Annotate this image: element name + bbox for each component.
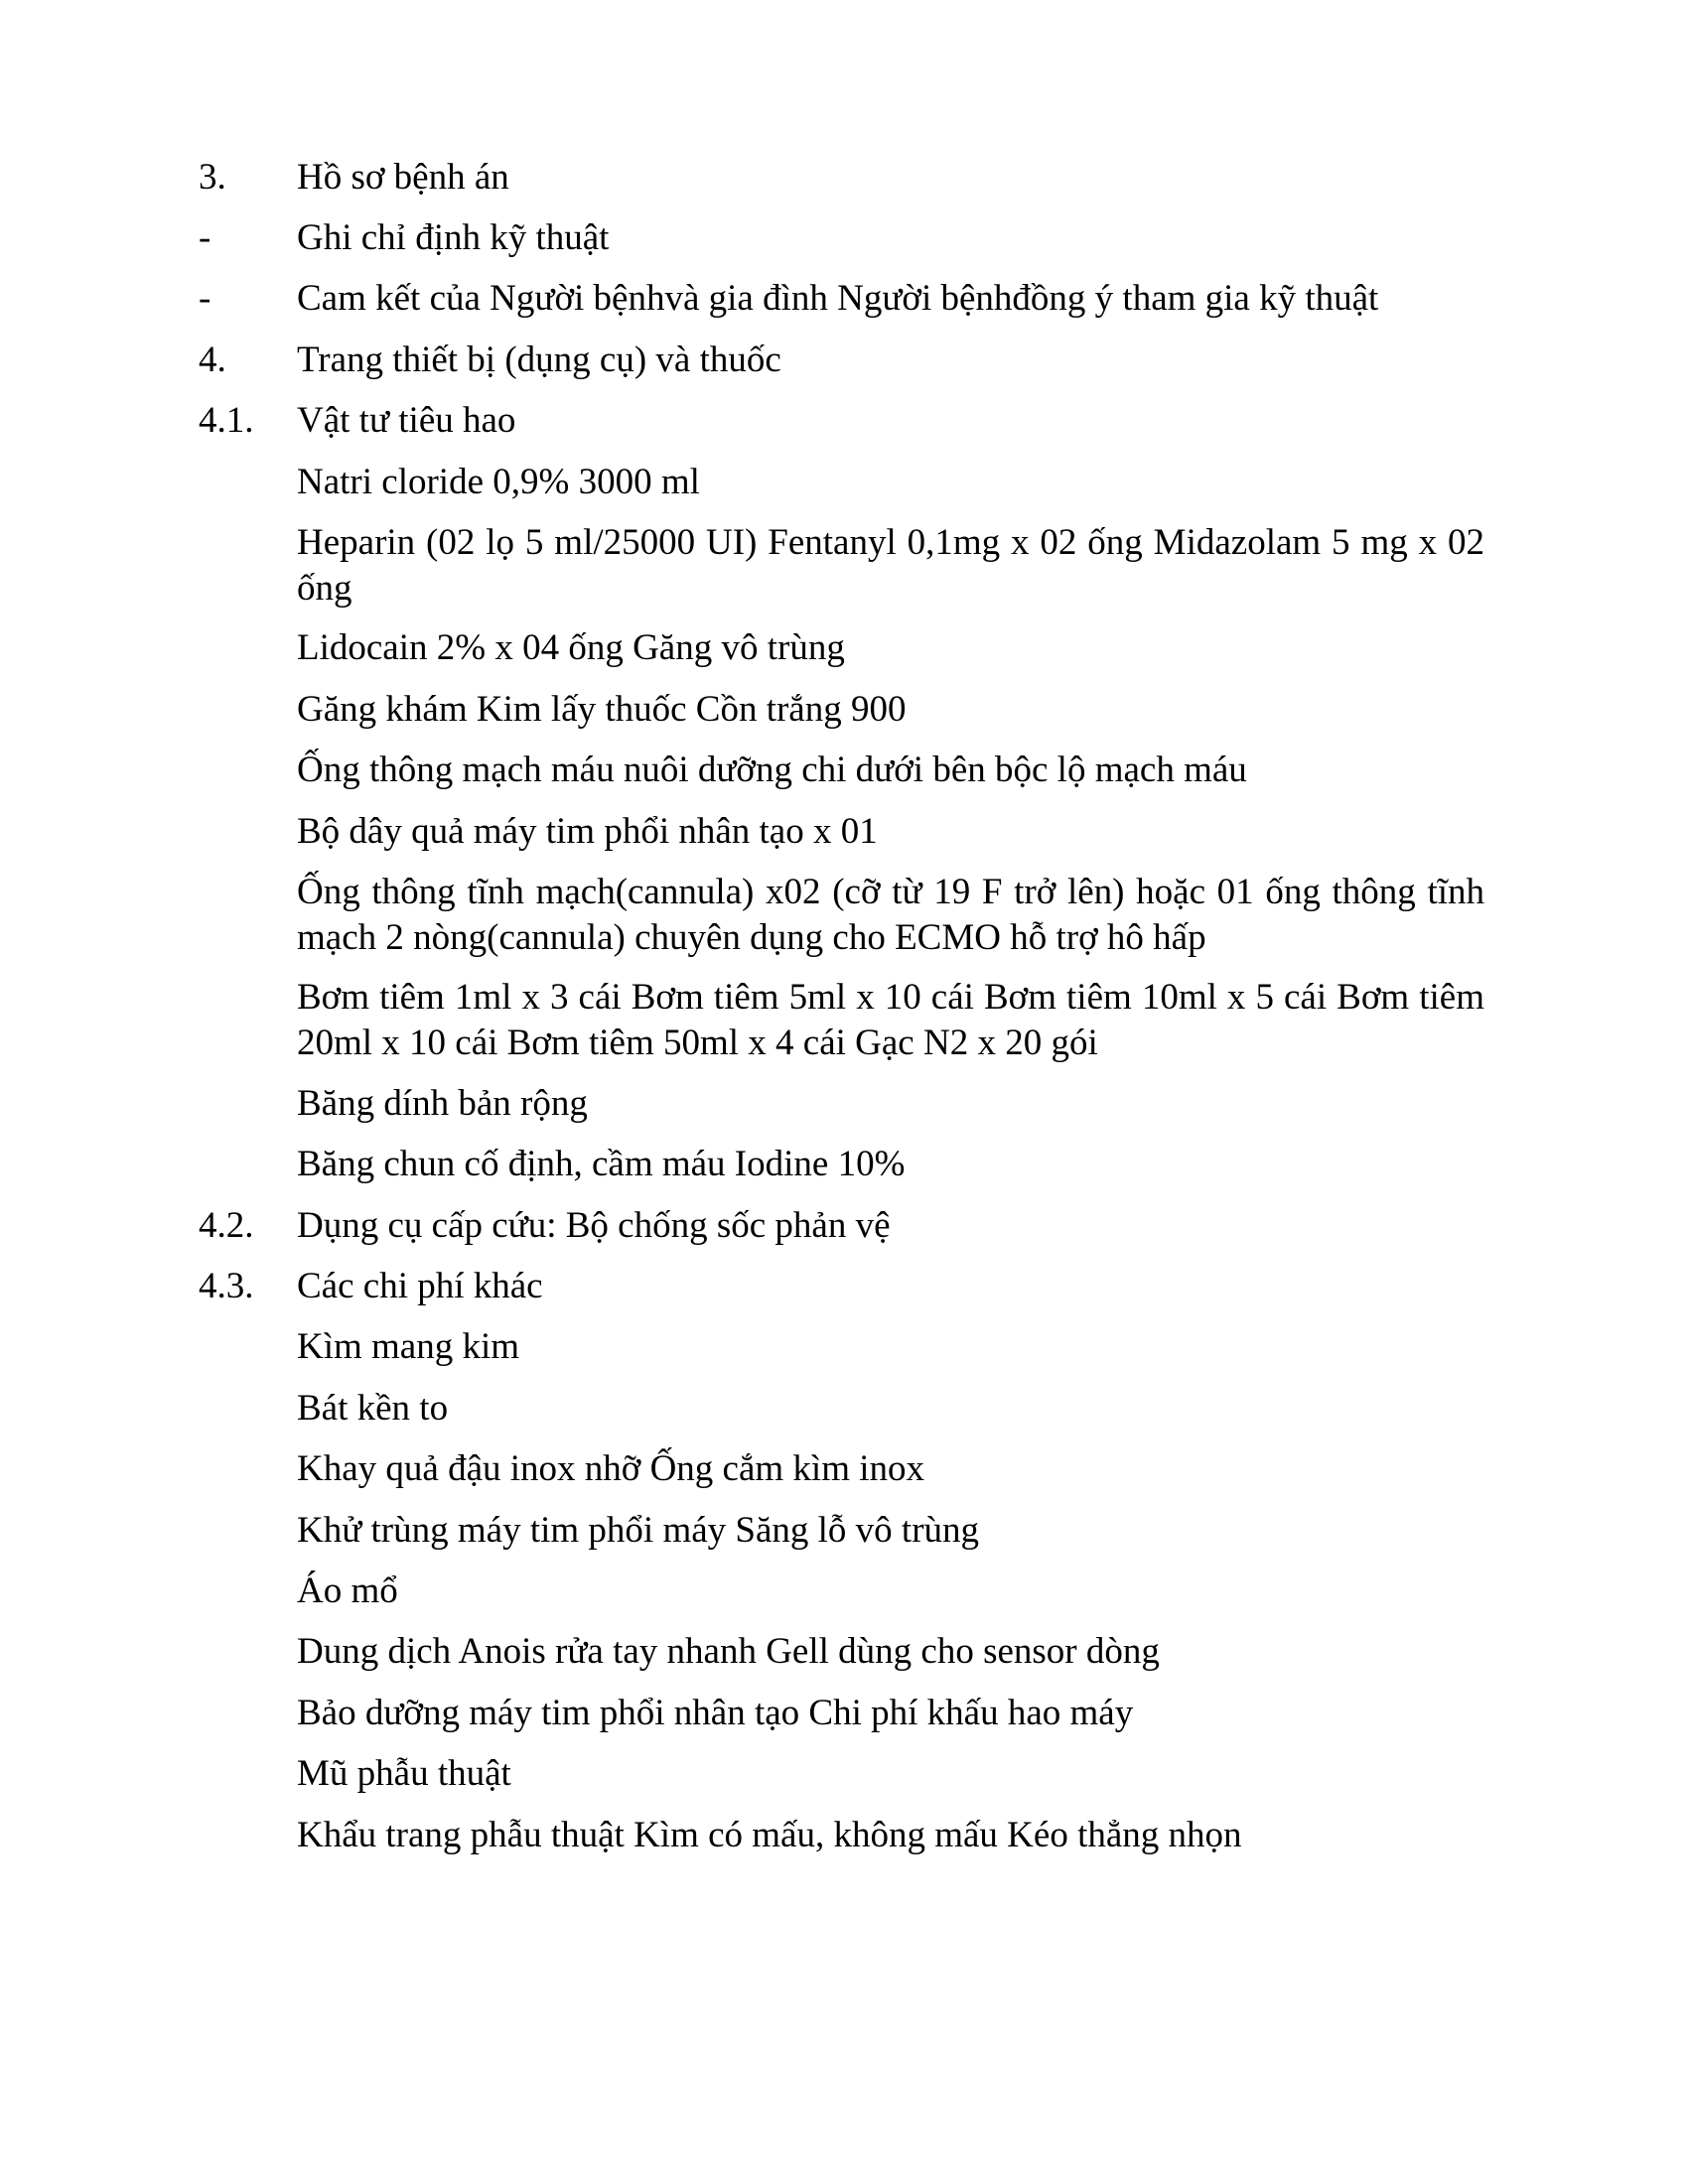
list-item-text: Các chi phí khác — [297, 1266, 543, 1306]
list-item-text: Vật tư tiêu hao — [297, 400, 516, 441]
list-item-text: Khẩu trang phẫu thuật Kìm có mấu, không mấu Kéo thẳng nhọn — [297, 1815, 1242, 1855]
list-item-text: Găng khám Kim lấy thuốc Cồn trắng 900 — [297, 689, 907, 730]
list-item-text: Bộ dây quả máy tim phổi nhân tạo x 01 — [297, 811, 878, 852]
list-item-text: Áo mổ — [297, 1570, 398, 1611]
list-item-text: Ống thông mạch máu nuôi dưỡng chi dưới bên bộc lộ mạch máu — [297, 750, 1247, 790]
list-item-text: Bảo dưỡng máy tim phổi nhân tạo Chi phí khấu hao máy — [297, 1693, 1134, 1733]
list-item-text: Băng dính bản rộng — [297, 1083, 588, 1124]
list-marker: 4.3. — [199, 1266, 254, 1306]
list-item-text: Heparin (02 lọ 5 ml/25000 UI) Fentanyl 0,1mg x 02 ống Midazolam 5 mg x 02 ống — [297, 522, 1484, 609]
list-marker: 4.1. — [199, 400, 254, 441]
list-item-text: Dụng cụ cấp cứu: Bộ chống sốc phản vệ — [297, 1205, 891, 1246]
list-item-text: Dung dịch Anois rửa tay nhanh Gell dùng cho sensor dòng — [297, 1631, 1160, 1672]
list-item-text: Ghi chỉ định kỹ thuật — [297, 217, 610, 258]
list-item-text: Lidocain 2% x 04 ống Găng vô trùng — [297, 627, 845, 668]
list-item-text: Cam kết của Người bệnhvà gia đình Người bệnhđồng ý tham gia kỹ thuật — [297, 278, 1379, 319]
list-item-text: Hồ sơ bệnh án — [297, 157, 509, 198]
list-marker: - — [199, 217, 211, 258]
list-item-text: Khử trùng máy tim phổi máy Săng lỗ vô trùng — [297, 1510, 980, 1551]
list-item-text: Bát kền to — [297, 1388, 449, 1429]
list-item-text: Bơm tiêm 1ml x 3 cái Bơm tiêm 5ml x 10 cái Bơm tiêm 10ml x 5 cái Bơm tiêm 20ml x 10 cái Bơm tiêm 50ml x 4 cái Gạc N2 x 20 gói — [297, 977, 1484, 1063]
list-item-text: Trang thiết bị (dụng cụ) và thuốc — [297, 340, 781, 380]
list-item-text: Ống thông tĩnh mạch(cannula) x02 (cỡ từ 19 F trở lên) hoặc 01 ống thông tĩnh mạch 2 nòng(cannula) chuyên dụng cho ECMO hỗ trợ hô hấp — [297, 872, 1484, 958]
list-marker: 4.2. — [199, 1205, 254, 1246]
list-item-text: Băng chun cố định, cầm máu Iodine 10% — [297, 1144, 906, 1184]
list-item-text: Kìm mang kim — [297, 1326, 520, 1367]
list-item-text: Mũ phẫu thuật — [297, 1753, 511, 1794]
list-marker: 3. — [199, 157, 226, 198]
list-item-text: Natri cloride 0,9% 3000 ml — [297, 462, 700, 502]
list-item-text: Khay quả đậu inox nhỡ Ống cắm kìm inox — [297, 1448, 925, 1489]
list-marker: - — [199, 278, 211, 319]
list-marker: 4. — [199, 340, 226, 380]
